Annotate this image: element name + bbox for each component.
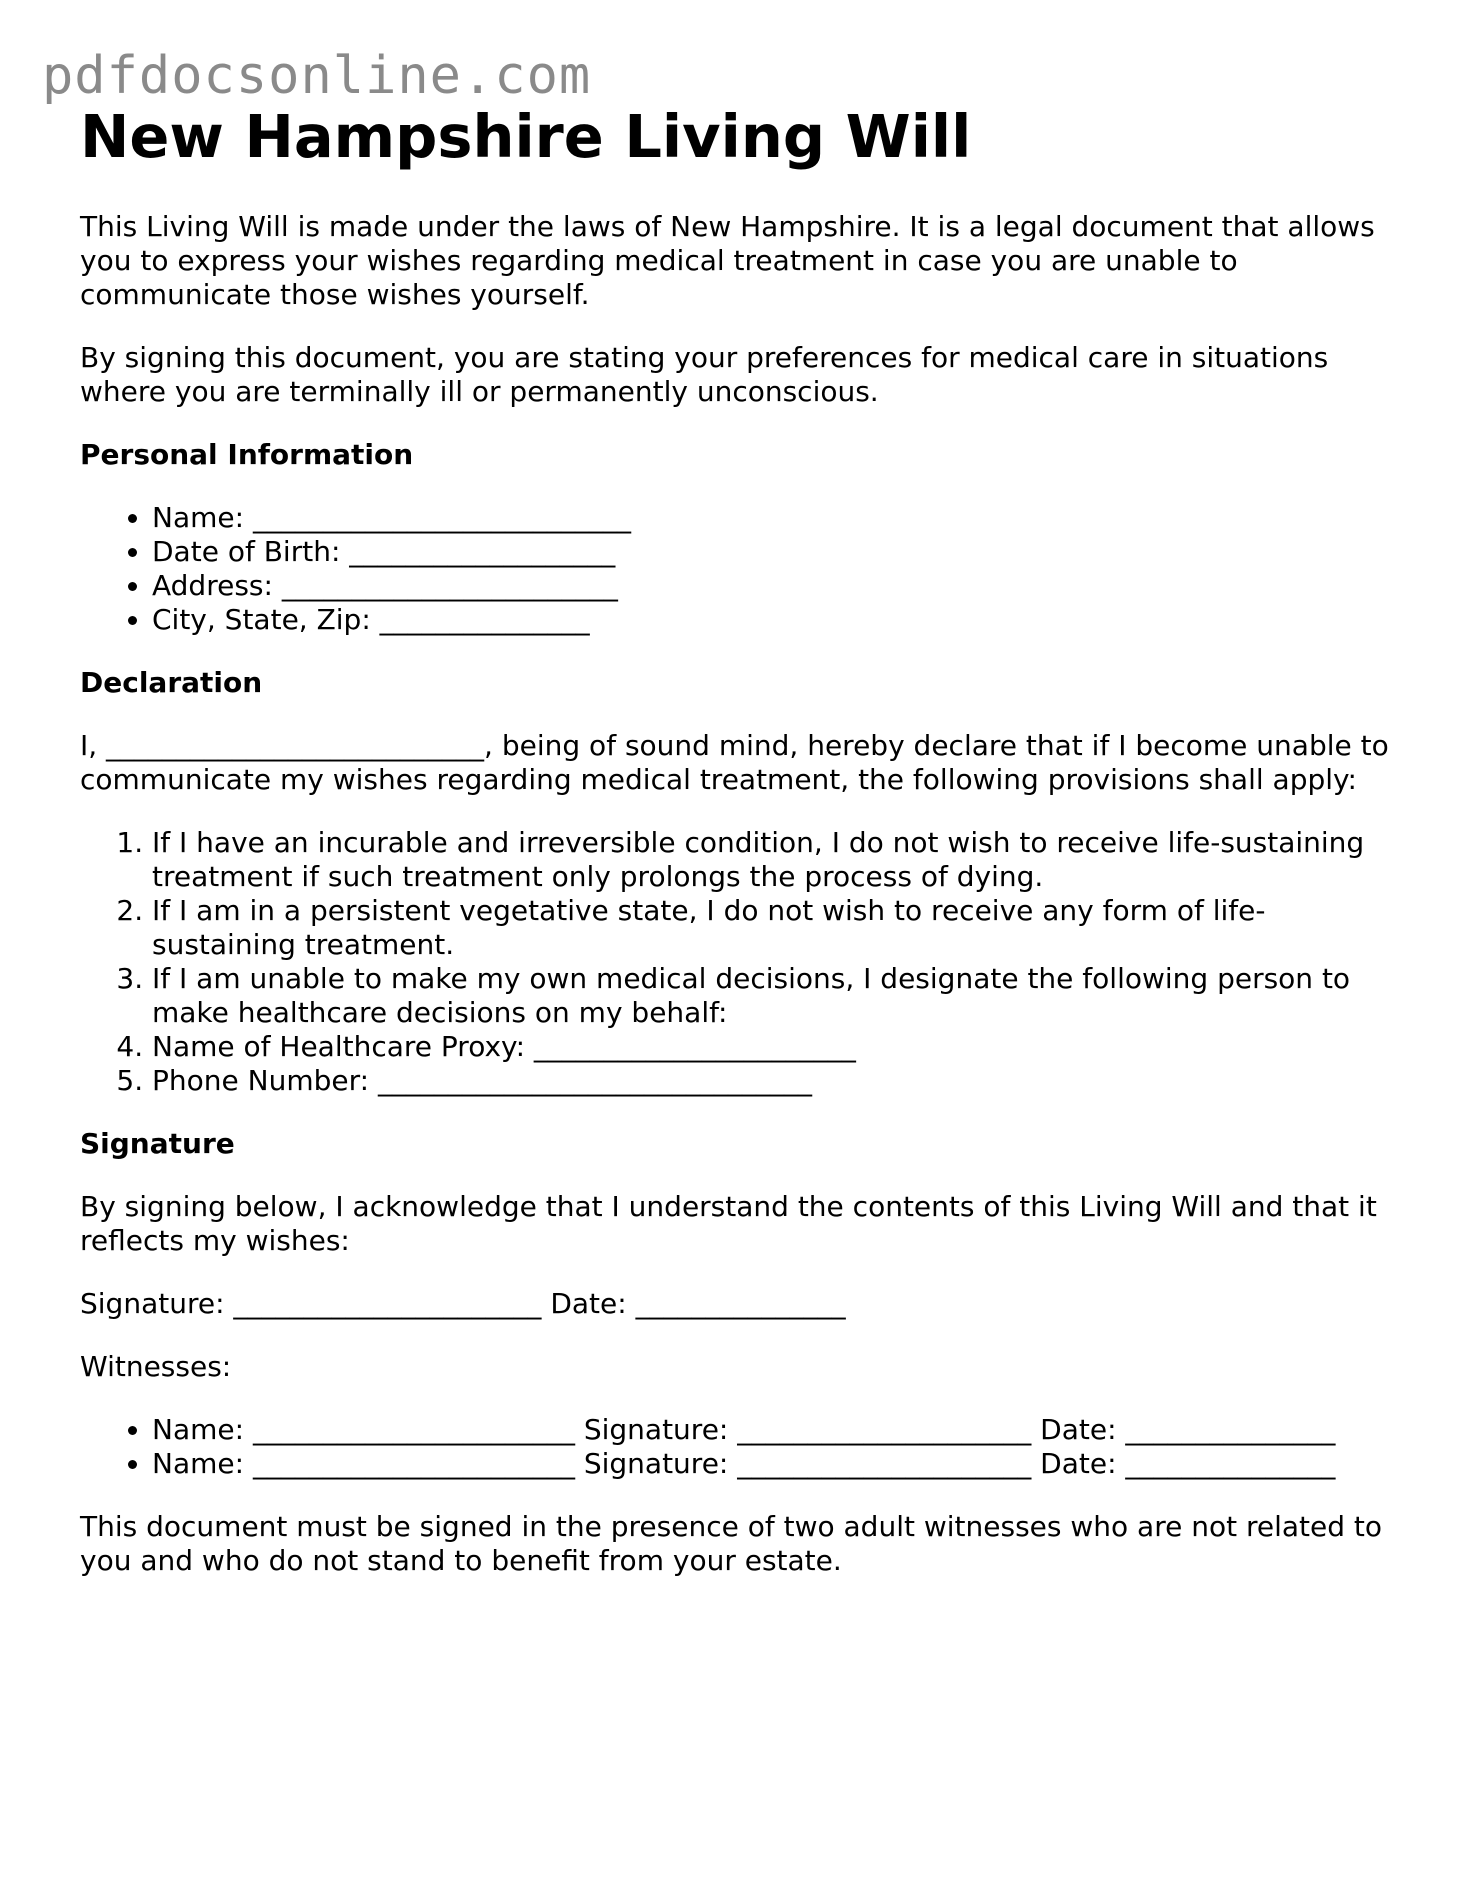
address-field[interactable]: • Address: ________________________ bbox=[152, 569, 1400, 603]
declaration-text: I, ___________________________, being of sound mind, hereby declare that if I become unable to communicate my wishes regarding medical treatment, the following provisions shall apply: bbox=[80, 729, 1389, 796]
watermark: pdfdocsonline.com bbox=[42, 46, 592, 106]
intro-paragraph-1: This Living Will is made under the laws of New Hampshire. It is a legal document that allows you to express your wishes regarding medical treatment in case you are unable to communicate those wishes yourself. bbox=[80, 210, 1375, 311]
document-body bbox=[80, 102, 1400, 1578]
name-field[interactable]: • Name: ___________________________ bbox=[152, 501, 1400, 535]
document-title: New Hampshire Living Will bbox=[80, 102, 972, 171]
witnesses-list bbox=[80, 1413, 1400, 1481]
provision-item: 2. If I am in a persistent vegetative state, I do not wish to receive any form of life-sustaining treatment. bbox=[152, 894, 1400, 962]
signature-date-line[interactable]: Signature: ______________________ Date: _______________ bbox=[80, 1287, 846, 1320]
intro-paragraph-2: By signing this document, you are stating your preferences for medical care in situations where you are terminally ill or permanently unconscious. bbox=[80, 341, 1329, 408]
declaration-provisions-list bbox=[80, 826, 1400, 1098]
declaration-heading: Declaration bbox=[80, 666, 263, 699]
signature-acknowledgement: By signing below, I acknowledge that I understand the contents of this Living Will and that it reflects my wishes: bbox=[80, 1190, 1377, 1257]
provision-item: 3. If I am unable to make my own medical decisions, I designate the following person to make healthcare decisions on my behalf: bbox=[152, 962, 1400, 1030]
city-state-zip-field[interactable]: • City, State, Zip: _______________ bbox=[152, 603, 1400, 637]
witnesses-label: Witnesses: bbox=[80, 1350, 232, 1383]
healthcare-proxy-name-field[interactable]: 4. Name of Healthcare Proxy: _______________________ bbox=[152, 1030, 1400, 1064]
witness-line[interactable]: • Name: _______________________ Signature: _____________________ Date: _______________ bbox=[152, 1447, 1400, 1481]
personal-information-heading: Personal Information bbox=[80, 438, 414, 471]
personal-information-list bbox=[80, 501, 1400, 637]
date-of-birth-field[interactable]: • Date of Birth: ___________________ bbox=[152, 535, 1400, 569]
provision-item: 1. If I have an incurable and irreversible condition, I do not wish to receive life-sustaining treatment if such treatment only prolongs the process of dying. bbox=[152, 826, 1400, 894]
witness-line[interactable]: • Name: _______________________ Signature: _____________________ Date: _______________ bbox=[152, 1413, 1400, 1447]
witness-requirement-note: This document must be signed in the presence of two adult witnesses who are not related to you and who do not stand to benefit from your estate. bbox=[80, 1510, 1383, 1577]
signature-heading: Signature bbox=[80, 1127, 235, 1160]
proxy-phone-number-field[interactable]: 5. Phone Number: _______________________________ bbox=[152, 1064, 1400, 1098]
